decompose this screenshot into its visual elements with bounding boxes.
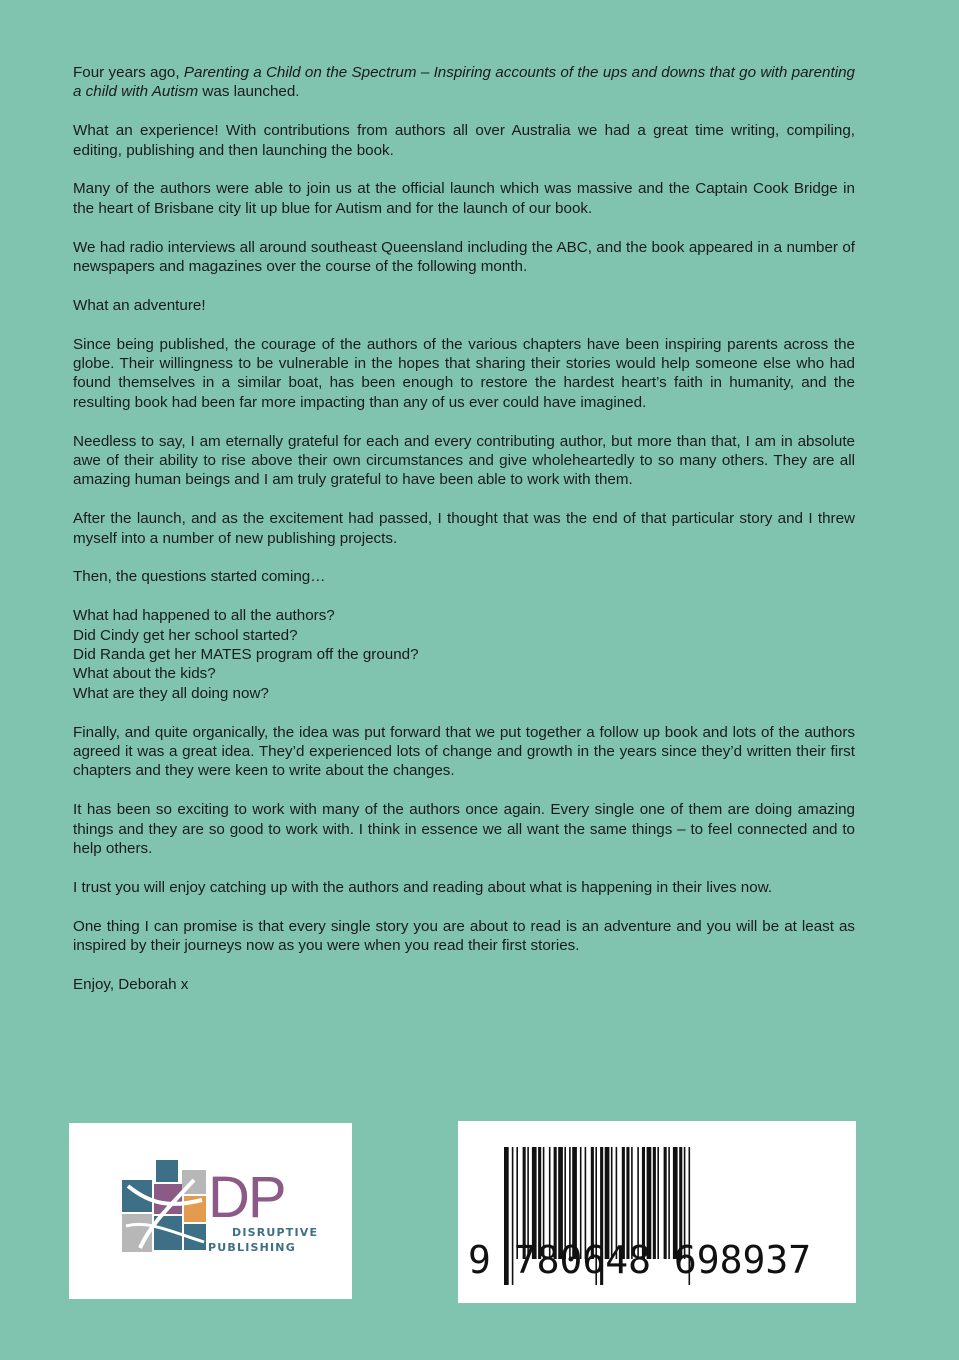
paragraph: Many of the authors were able to join us at the official launch which was massive and the Captain Cook Bridge in the heart of Brisbane city lit up blue for Autism and for the launch of our book. bbox=[73, 180, 855, 217]
logo-initials: DP bbox=[208, 1165, 285, 1230]
paragraph: Finally, and quite organically, the idea was put forward that we put together a follow up book and lots of the authors agreed it was a great idea. They’d experienced lots of change and growth in the years since they’d written their first chapters and they were keen to write about the changes. bbox=[73, 723, 855, 780]
paragraph: One thing I can promise is that every single story you are about to read is an adventure and you will be at least as inspired by their journeys now as you were when you read their first stories. bbox=[73, 917, 855, 955]
publisher-logo-mark-icon bbox=[120, 1156, 210, 1256]
logo-word-disruptive: DISRUPTIVE bbox=[232, 1226, 319, 1239]
barcode-panel bbox=[458, 1121, 856, 1303]
paragraph: We had radio interviews all around southeast Queensland including the ABC, and the book appeared in a number of newspapers and magazines over the course of the following month. bbox=[73, 238, 855, 276]
paragraph: What an experience! With contributions from authors all over Australia we had a great time writing, compiling, editing, publishing and then launching the book. bbox=[73, 122, 855, 159]
question-item: Did Randa get her MATES program off the ground? bbox=[73, 646, 419, 664]
intro-tail: was launched. bbox=[198, 83, 300, 101]
question-item: What are they all doing now? bbox=[73, 684, 269, 702]
paragraph: It has been so exciting to work with many of the authors once again. Every single one of them are doing amazing things and they are so good to work with. I think in essence we all want the same things – to feel connected and to help others. bbox=[73, 801, 855, 858]
intro-paragraph bbox=[73, 63, 855, 102]
questions-list bbox=[73, 606, 855, 703]
paragraph: Since being published, the courage of the authors of the various chapters have been inspiring parents across the globe. Their willingness to be vulnerable in the hopes that sharing their stories would help someone else who had found themselves in a similar boat, has been enough to restore the hardest heart’s faith in humanity, and the resulting book had been far more impacting than any of us ever could have imagined. bbox=[73, 335, 855, 411]
isbn-number: 9 780648 698937 bbox=[468, 1238, 812, 1282]
book-title: Parenting a Child on the Spectrum – Inspiring accounts of the ups and downs that go with parenting a child with Autism bbox=[73, 64, 855, 101]
paragraph: After the launch, and as the excitement had passed, I thought that was the end of that particular story and I threw myself into a number of new publishing projects. bbox=[73, 510, 855, 547]
logo-word-publishing: PUBLISHING bbox=[208, 1241, 296, 1254]
question-item: What had happened to all the authors? bbox=[73, 607, 335, 625]
question-item: What about the kids? bbox=[73, 665, 216, 683]
paragraph: Needless to say, I am eternally grateful for each and every contributing author, but more than that, I am in absolute awe of their ability to rise above their own circumstances and give wholeheartedly to so many others. They are all amazing human beings and I am truly grateful to have been able to work with them. bbox=[73, 432, 855, 489]
paragraph: Then, the questions started coming… bbox=[73, 568, 326, 586]
signature: Enjoy, Deborah x bbox=[73, 975, 189, 993]
publisher-logo-panel bbox=[69, 1123, 352, 1299]
intro-lead: Four years ago, bbox=[73, 64, 184, 81]
paragraph: I trust you will enjoy catching up with the authors and reading about what is happening in their lives now. bbox=[73, 878, 773, 896]
back-cover-text bbox=[73, 63, 855, 1014]
question-item: Did Cindy get her school started? bbox=[73, 626, 298, 644]
paragraph: What an adventure! bbox=[73, 296, 206, 314]
